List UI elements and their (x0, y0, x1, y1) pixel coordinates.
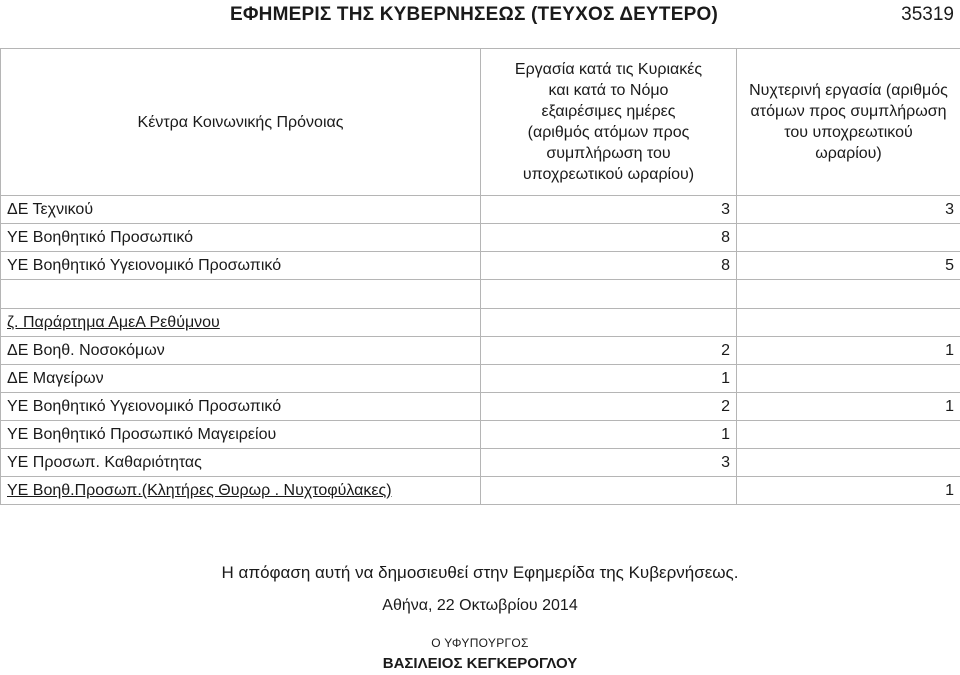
sunday-count: 1 (481, 421, 737, 449)
sunday-count: 8 (481, 252, 737, 280)
night-count: 5 (737, 252, 960, 280)
section-title: ζ. Παράρτημα ΑμεΑ Ρεθύμνου (1, 309, 481, 337)
night-count: 1 (737, 393, 960, 421)
table-row (1, 477, 960, 505)
table-row (1, 337, 960, 365)
row-label: ΥΕ Βοηθ.Προσωπ.(Κλητήρες Θυρωρ . Νυχτοφύλακες) (1, 477, 481, 505)
row-label: ΔΕ Μαγείρων (1, 365, 481, 393)
night-count: 1 (737, 337, 960, 365)
sunday-count (481, 477, 737, 505)
row-label: ΥΕ Βοηθητικό Υγειονομικό Προσωπικό (1, 252, 481, 280)
table-header-row (1, 49, 960, 196)
sunday-count: 3 (481, 196, 737, 224)
staffing-table (0, 48, 960, 505)
row-label: ΔΕ Βοηθ. Νοσοκόμων (1, 337, 481, 365)
column-header-sunday-work: Εργασία κατά τις Κυριακές και κατά το Νόμο εξαιρέσιμες ημέρες (αριθμός ατόμων προς συμπλήρωση του υποχρεωτικού ωραρίου) (481, 49, 737, 196)
section-row (1, 309, 960, 337)
table-row (1, 252, 960, 280)
row-label: ΥΕ Βοηθητικό Προσωπικό Μαγειρείου (1, 421, 481, 449)
night-count (737, 280, 960, 309)
column-header-night-work: Νυχτερινή εργασία (αριθμός ατόμων προς συμπλήρωση του υποχρεωτικού ωραρίου) (737, 49, 960, 196)
night-count (737, 309, 960, 337)
table-row (1, 224, 960, 252)
night-count (737, 449, 960, 477)
sunday-count: 2 (481, 393, 737, 421)
sunday-count: 8 (481, 224, 737, 252)
row-label: ΥΕ Βοηθητικό Υγειονομικό Προσωπικό (1, 393, 481, 421)
table-row-blank (1, 280, 960, 309)
row-label: ΔΕ Τεχνικού (1, 196, 481, 224)
night-count: 3 (737, 196, 960, 224)
table-row (1, 393, 960, 421)
gazette-title: ΕΦΗΜΕΡΙΣ ΤΗΣ ΚΥΒΕΡΝΗΣΕΩΣ (ΤΕΥΧΟΣ ΔΕΥΤΕΡΟ) (230, 4, 718, 25)
sunday-count (481, 309, 737, 337)
page-header (0, 0, 960, 30)
row-label (1, 280, 481, 309)
signatory-role: Ο ΥΦΥΠΟΥΡΓΟΣ (431, 636, 529, 650)
publication-order: Η απόφαση αυτή να δημοσιευθεί στην Εφημερίδα της Κυβερνήσεως. (221, 563, 739, 582)
sunday-count: 3 (481, 449, 737, 477)
table-row (1, 196, 960, 224)
sunday-count: 1 (481, 365, 737, 393)
night-count (737, 365, 960, 393)
sunday-count (481, 280, 737, 309)
row-label: ΥΕ Προσωπ. Καθαριότητας (1, 449, 481, 477)
night-count (737, 224, 960, 252)
row-label: ΥΕ Βοηθητικό Προσωπικό (1, 224, 481, 252)
column-header-centers: Κέντρα Κοινωνικής Πρόνοιας (1, 49, 481, 196)
table-row (1, 421, 960, 449)
dateline: Αθήνα, 22 Οκτωβρίου 2014 (382, 597, 578, 614)
page-number: 35319 (901, 4, 954, 25)
night-count: 1 (737, 477, 960, 505)
sunday-count: 2 (481, 337, 737, 365)
night-count (737, 421, 960, 449)
table-row (1, 449, 960, 477)
signatory-name: ΒΑΣΙΛΕΙΟΣ ΚΕΓΚΕΡΟΓΛΟΥ (382, 655, 578, 672)
table-row (1, 365, 960, 393)
